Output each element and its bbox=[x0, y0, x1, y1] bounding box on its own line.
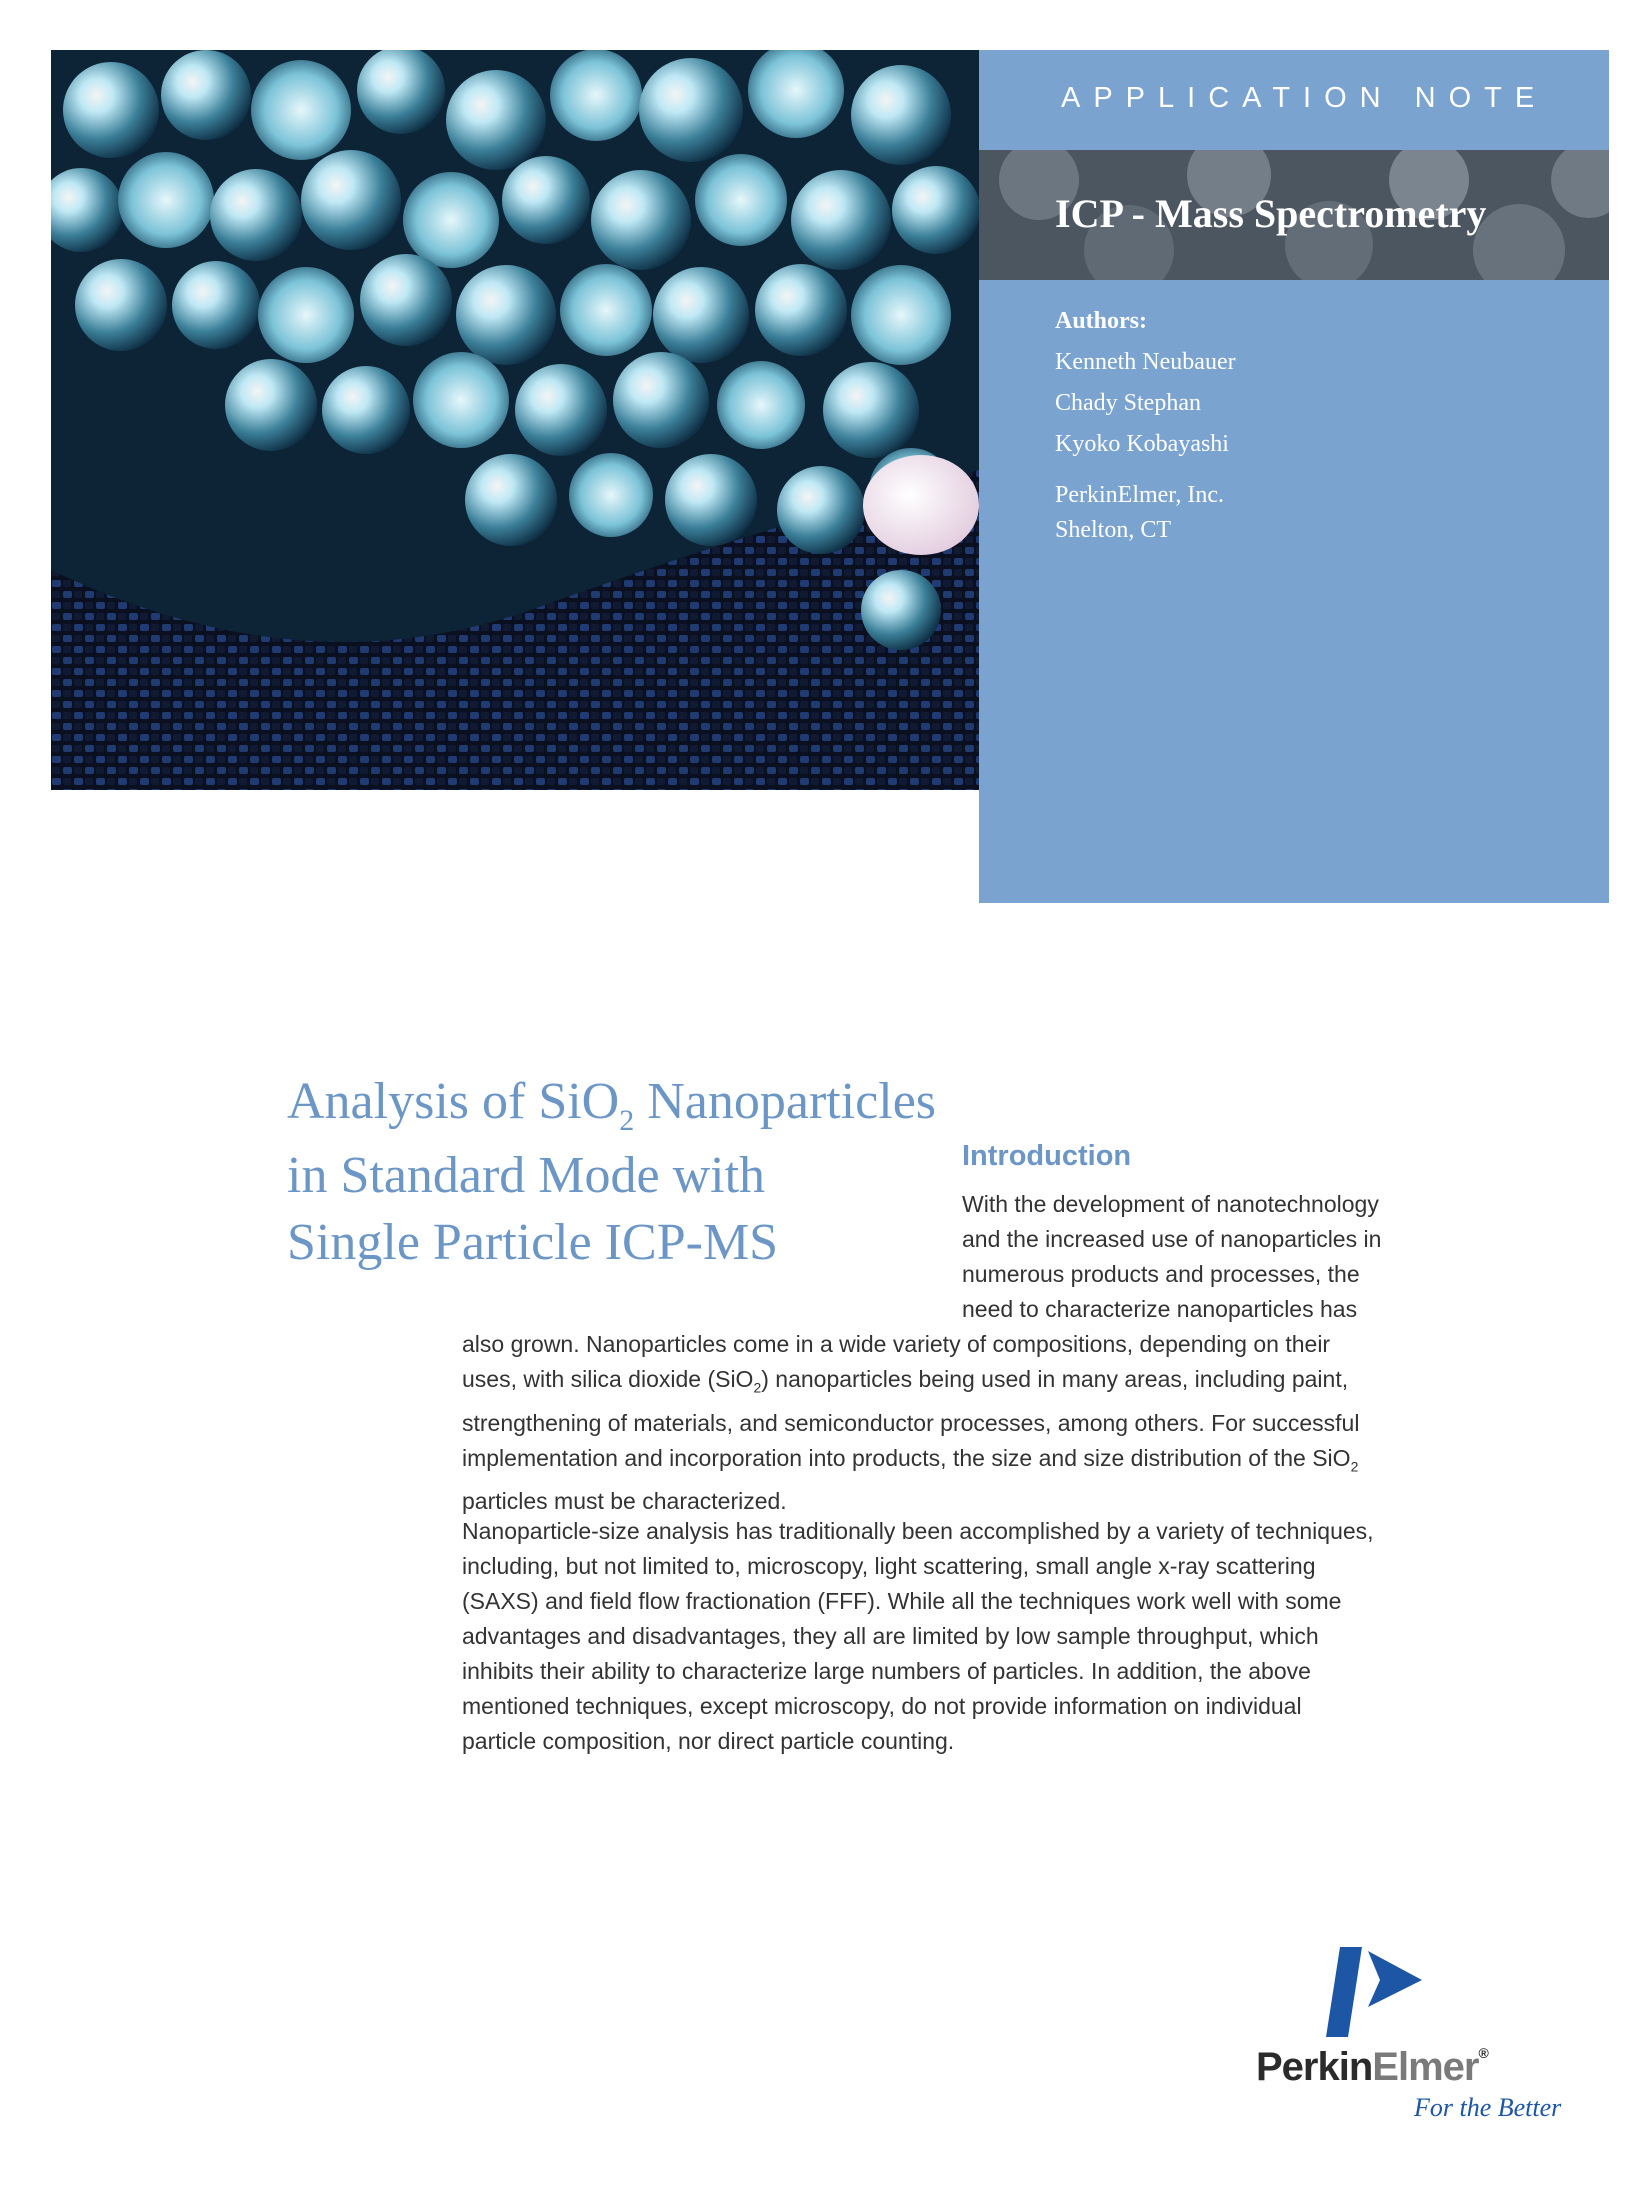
text-line: particle composition, nor direct particle counting. bbox=[462, 1728, 955, 1754]
text-line: implementation and incorporation into products, the size and size distribution of the SiO$_2$ bbox=[462, 1444, 1359, 1475]
text-line: Nanoparticle-size analysis has traditionally been accomplished by a variety of techniques, bbox=[462, 1518, 1374, 1544]
text-line: (SAXS) and field flow fractionation (FFF). While all the techniques work well with some bbox=[462, 1588, 1342, 1614]
header-panel bbox=[979, 50, 1609, 903]
text-line: also grown. Nanoparticles come in a wide variety of compositions, depending on their bbox=[462, 1331, 1331, 1357]
text-line: advantages and disadvantages, they all are limited by low sample throughput, which bbox=[462, 1623, 1319, 1649]
introduction-column-text bbox=[962, 1187, 1381, 1327]
logo-tagline: For the Better bbox=[1414, 2093, 1562, 2122]
text-line: need to characterize nanoparticles has bbox=[962, 1296, 1358, 1322]
registered-mark-icon: ® bbox=[1478, 2045, 1488, 2061]
text-line: mentioned techniques, except microscopy, do not provide information on individual bbox=[462, 1693, 1302, 1719]
logo-mark-icon bbox=[1310, 1945, 1450, 2040]
affiliation bbox=[1055, 478, 1236, 548]
affiliation-location: Shelton, CT bbox=[1055, 517, 1172, 543]
hero-image bbox=[51, 50, 979, 790]
application-note-banner bbox=[979, 50, 1609, 150]
perkinelmer-logo bbox=[1250, 1945, 1570, 2125]
author-name: Kyoko Kobayashi bbox=[1055, 431, 1229, 457]
logo-wordmark: PerkinElmer® bbox=[1256, 2045, 1488, 2089]
authors-label: Authors: bbox=[1055, 308, 1148, 334]
title-line-2: in Standard Mode with bbox=[287, 1147, 766, 1204]
glass-beads-illustration bbox=[51, 50, 979, 790]
author-name: Kenneth Neubauer bbox=[1055, 349, 1236, 375]
introduction-heading: Introduction bbox=[962, 1140, 1132, 1172]
text-line: uses, with silica dioxide (SiO$_2$) nanoparticles being used in many areas, including paint, bbox=[462, 1366, 1349, 1396]
application-note-label: APPLICATION NOTE bbox=[1061, 82, 1548, 114]
text-line: numerous products and processes, the bbox=[962, 1261, 1360, 1287]
document-title bbox=[287, 1068, 937, 1276]
category-band bbox=[979, 150, 1609, 280]
text-line: and the increased use of nanoparticles in bbox=[962, 1226, 1382, 1252]
affiliation-company: PerkinElmer, Inc. bbox=[1055, 482, 1224, 508]
authors-block bbox=[1055, 308, 1236, 548]
category-title: ICP - Mass Spectrometry bbox=[1055, 191, 1487, 236]
text-line: strengthening of materials, and semiconductor processes, among others. For successful bbox=[462, 1409, 1360, 1436]
title-line-3: Single Particle ICP-MS bbox=[287, 1214, 779, 1271]
introduction-paragraph-1 bbox=[462, 1327, 1359, 1519]
text-line: With the development of nanotechnology bbox=[962, 1191, 1379, 1217]
author-name: Chady Stephan bbox=[1055, 390, 1201, 416]
text-line: particles must be characterized. bbox=[462, 1488, 787, 1515]
introduction-paragraph-2 bbox=[462, 1514, 1374, 1759]
text-line: including, but not limited to, microscopy, light scattering, small angle x-ray scattering bbox=[462, 1553, 1316, 1579]
text-line: inhibits their ability to characterize large numbers of particles. In addition, the above bbox=[462, 1658, 1311, 1684]
title-line-1: Analysis of SiO$_2$ Nanoparticles bbox=[287, 1073, 937, 1137]
